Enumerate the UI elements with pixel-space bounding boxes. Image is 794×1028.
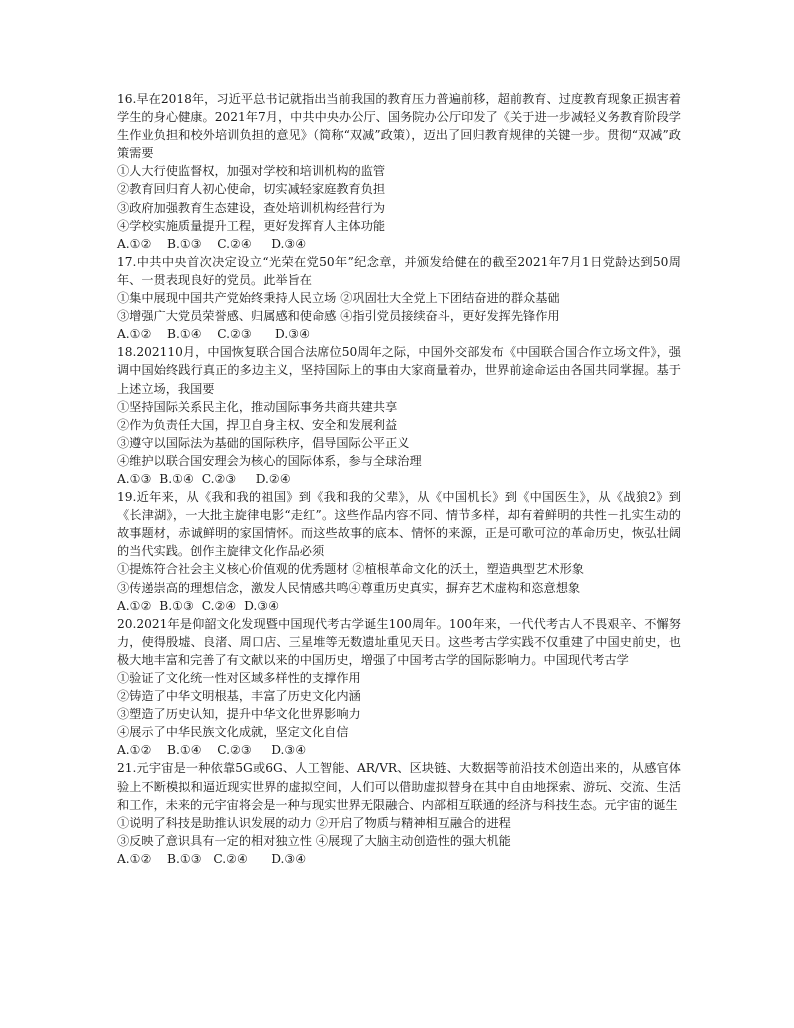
question-16 xyxy=(117,90,681,253)
question-stem: 18.202110月，中国恢复联合国合法席位50周年之际，中国外交部发布《中国联合国合作立场文件》，强调中国始终践行真正的多边主义，坚持国际上的事由大家商量着办，世界前途命运由各国共同掌握。基于上述立场，我国要 xyxy=(117,345,681,396)
option-line-1: ①提炼符合社会主义核心价值观的优秀题材 ②植根革命文化的沃土，塑造典型艺术形象 xyxy=(117,562,584,577)
option-4: ④维护以联合国安理会为核心的国际体系，参与全球治理 xyxy=(117,453,422,468)
answer-choices: A.①② B.①③ C.②④ D.③④ xyxy=(117,598,280,613)
answer-choices: A.①② B.①④ C.②③ D.③④ xyxy=(117,743,307,758)
question-stem: 21.元宇宙是一种依靠5G或6G、人工智能、AR/VR、区块链、大数据等前沿技术创造出来的，从感官体验上不断模拟和逼近现实世界的虚拟空间，人们可以借助虚拟替身在其中自由地探索、游玩、交流、生活和工作，未来的元宇宙将会是一种与现实世界无限融合、内部相互联通的经济与科技生态。元宇宙的诞生 xyxy=(117,761,681,812)
question-17 xyxy=(117,253,681,343)
answer-choices: A.①③ B.①④ C.②③ D.②④ xyxy=(117,471,291,486)
option-2: ②铸造了中华文明根基，丰富了历史文化内涵 xyxy=(117,689,361,704)
option-line-2: ③反映了意识具有一定的相对独立性 ④展现了大脑主动创造性的强大机能 xyxy=(117,833,511,848)
question-stem: 20.2021年是仰韶文化发现暨中国现代考古学诞生100周年。100年来，一代代考古人不畏艰辛、不懈努力，使得殷墟、良渚、周口店、三星堆等无数遗址重见天日。这些考古学实践不仅重建了中国史前史，也极大地丰富和完善了有文献以来的中国历史，增强了中国考古学的国际影响力。中国现代考古学 xyxy=(117,616,681,667)
option-4: ④展示了中华民族文化成就，坚定文化自信 xyxy=(117,725,349,740)
option-line-1: ①说明了科技是助推认识发展的动力 ②开启了物质与精神相互融合的进程 xyxy=(117,815,511,830)
option-3: ③塑造了历史认知，提升中华文化世界影响力 xyxy=(117,707,361,722)
option-1: ①人大行使监督权，加强对学校和培训机构的监管 xyxy=(117,164,386,179)
option-line-2: ③传递崇高的理想信念，激发人民情感共鸣④尊重历史真实，摒弃艺术虚构和恣意想象 xyxy=(117,580,581,595)
question-stem: 17.中共中央首次决定设立“光荣在党50年”纪念章，并颁发给健在的截至2021年7月1日党龄达到50周年、一贯表现良好的党员。此举旨在 xyxy=(117,254,681,287)
question-stem: 19.近年来，从《我和我的祖国》到《我和我的父辈》，从《中国机长》到《中国医生》，从《战狼2》到《长津湖》，一大批主旋律电影“走红”。这些作品内容不同、情节多样，却有着鲜明的共性－扎实生动的故事题材，赤诚鲜明的家国情怀。而这些故事的底本、情怀的来源，正是可歌可泣的革命历史，恢弘壮阔的当代实践。创作主旋律文化作品必须 xyxy=(117,490,681,559)
option-2: ②教育回归育人初心使命，切实减轻家庭教育负担 xyxy=(117,182,386,197)
option-line-1: ①集中展现中国共产党始终秉持人民立场 ②巩固壮大全党上下团结奋进的群众基础 xyxy=(117,291,560,306)
question-20 xyxy=(117,615,681,760)
question-18 xyxy=(117,343,681,488)
option-2: ②作为负责任大国，捍卫自身主权、安全和发展利益 xyxy=(117,417,398,432)
option-line-2: ③增强广大党员荣誉感、归属感和使命感 ④指引党员接续奋斗，更好发挥先锋作用 xyxy=(117,309,560,324)
question-19 xyxy=(117,488,681,615)
exam-page xyxy=(117,90,681,868)
option-3: ③遵守以国际法为基础的国际秩序，倡导国际公平正义 xyxy=(117,435,410,450)
option-1: ①验证了文化统一性对区域多样性的支撑作用 xyxy=(117,671,361,685)
option-3: ③政府加强教育生态建设，查处培训机构经营行为 xyxy=(117,200,386,215)
answer-choices: A.①② B.①④ C.②③ D.③④ xyxy=(117,327,311,342)
option-1: ①坚持国际关系民主化，推动国际事务共商共建共享 xyxy=(117,399,398,414)
answer-choices: A.①② B.①③ C.②④ D.③④ xyxy=(117,236,307,251)
answer-choices: A.①② B.①③ C.②④ D.③④ xyxy=(117,851,307,866)
option-4: ④学校实施质量提升工程，更好发挥育人主体功能 xyxy=(117,218,386,233)
question-21 xyxy=(117,759,681,868)
question-stem: 16.早在2018年，习近平总书记就指出当前我国的教育压力普遍前移，超前教育、过度教育现象正损害着学生的身心健康。2021年7月，中共中央办公厅、国务院办公厅印发了《关于进一步减轻义务教育阶段学生作业负担和校外培训负担的意见》（简称“双减”政策），迈出了回归教育规律的关键一步。贯彻“双减”政策需要 xyxy=(117,92,681,161)
